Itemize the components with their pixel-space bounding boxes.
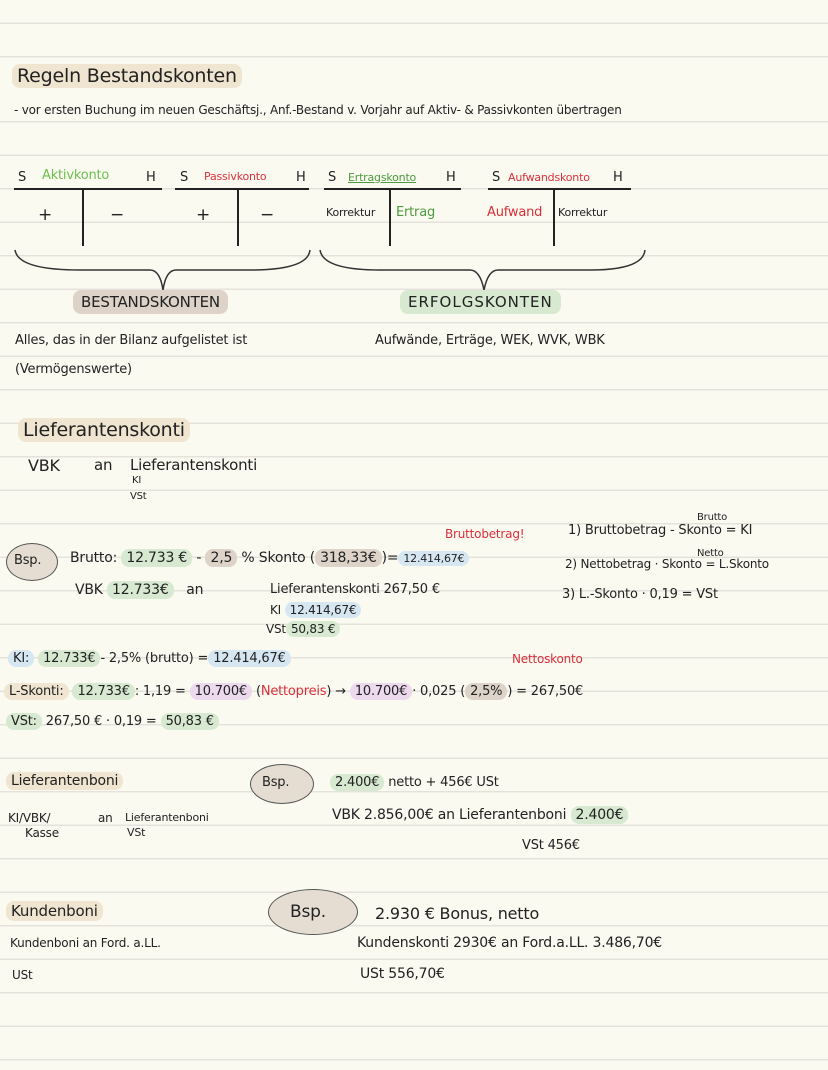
regeln-note: - vor ersten Buchung im neuen Geschäftsj., Anf.-Bestand v. Vorjahr auf Aktiv- & Passivkonten übertragen bbox=[14, 103, 622, 117]
lboni-example-2: VBK 2.856,00€ an Lieferantenboni 2.400€ bbox=[332, 807, 628, 823]
rule-debit: VBK bbox=[28, 456, 60, 475]
rule-debit-2: Kasse bbox=[25, 826, 59, 840]
rule-credit: Lieferantenboni bbox=[125, 811, 209, 824]
section-title-lieferantenboni: Lieferantenboni bbox=[6, 772, 123, 790]
rule-credit-2: VSt bbox=[127, 826, 146, 839]
kboni-rule: Kundenboni an Ford. a.LL. bbox=[10, 936, 161, 950]
haben-label: H bbox=[446, 170, 456, 185]
debit-side: + bbox=[38, 205, 53, 225]
rule-debit: KI/VBK/ bbox=[8, 811, 51, 825]
rule-credit-3: VSt bbox=[130, 491, 147, 502]
booking-vbk: VBK 12.733€ an bbox=[75, 582, 204, 598]
account-name: Ertragskonto bbox=[348, 171, 417, 184]
credit-side: − bbox=[260, 205, 275, 225]
bestand-desc: Alles, das in der Bilanz aufgelistet ist bbox=[15, 333, 248, 348]
badge-erfolgskonten: ERFOLGSKONTEN bbox=[400, 290, 561, 314]
booking-ki: KI 12.414,67€ bbox=[270, 603, 361, 617]
kboni-rule-2: USt bbox=[12, 968, 33, 982]
bsp-label: Bsp. bbox=[262, 775, 290, 790]
soll-label: S bbox=[492, 170, 501, 185]
debit-side: Aufwand bbox=[487, 205, 543, 220]
kboni-example-2: Kundenskonti 2930€ an Ford.a.LL. 3.486,70€ bbox=[357, 935, 663, 951]
bestand-desc-2: (Vermögenswerte) bbox=[15, 362, 132, 377]
bsp-label: Bsp. bbox=[290, 902, 326, 922]
rule-credit-2: KI bbox=[132, 475, 142, 486]
annotation-nettoskonto: Nettoskonto bbox=[512, 652, 583, 666]
haben-label: H bbox=[146, 170, 156, 185]
step-2: 2) Nettobetrag · Skonto = L.Skonto bbox=[565, 557, 769, 571]
annotation-bruttobetrag: Bruttobetrag! bbox=[445, 527, 525, 541]
step-2-sup: Netto bbox=[697, 548, 724, 559]
haben-label: H bbox=[296, 170, 306, 185]
rule-an: an bbox=[98, 811, 113, 825]
soll-label: S bbox=[328, 170, 337, 185]
credit-side: Ertrag bbox=[396, 205, 436, 220]
step-3: 3) L.-Skonto · 0,19 = VSt bbox=[562, 587, 718, 602]
soll-label: S bbox=[18, 170, 27, 185]
section-title-kundenboni: Kundenboni bbox=[6, 901, 103, 921]
account-name: Aktivkonto bbox=[42, 168, 110, 183]
soll-label: S bbox=[180, 170, 189, 185]
lboni-example-3: VSt 456€ bbox=[522, 838, 580, 853]
account-name: Aufwandskonto bbox=[508, 171, 590, 184]
calc-vst: VSt: 267,50 € · 0,19 = 50,83 € bbox=[6, 714, 219, 729]
section-title-regeln: Regeln Bestandskonten bbox=[12, 64, 242, 88]
kboni-example-3: USt 556,70€ bbox=[360, 966, 445, 982]
calc-ki: KI: 12.733€ - 2,5% (brutto) = 12.414,67€ bbox=[8, 651, 291, 666]
kboni-example-1: 2.930 € Bonus, netto bbox=[375, 904, 540, 923]
example-brutto-line: Brutto: 12.733 € - 2,5 % Skonto ( 318,33€ )= 12.414,67€ bbox=[70, 550, 469, 566]
debit-side: + bbox=[196, 205, 211, 225]
credit-side: − bbox=[110, 205, 125, 225]
bsp-label: Bsp. bbox=[14, 553, 42, 568]
step-1-sup: Brutto bbox=[697, 512, 728, 523]
booking-vst: VSt 50,83 € bbox=[266, 622, 340, 636]
step-1: 1) Bruttobetrag - Skonto = KI bbox=[568, 523, 753, 538]
haben-label: H bbox=[613, 170, 623, 185]
erfolg-desc: Aufwände, Erträge, WEK, WVK, WBK bbox=[375, 333, 605, 348]
debit-side: Korrektur bbox=[326, 206, 376, 219]
grouping-braces bbox=[0, 245, 828, 295]
credit-side: Korrektur bbox=[558, 206, 608, 219]
account-name: Passivkonto bbox=[204, 170, 267, 183]
rule-an: an bbox=[94, 456, 113, 474]
lboni-example-1: 2.400€ netto + 456€ USt bbox=[330, 775, 499, 790]
calc-lskonti: L-Skonti: 12.733€ : 1,19 = 10.700€ (Nettopreis) → 10.700€ · 0,025 ( 2,5% ) = 267,50€ bbox=[4, 684, 583, 699]
booking-lskonti: Lieferantenskonti 267,50 € bbox=[270, 582, 440, 597]
badge-bestandskonten: BESTANDSKONTEN bbox=[73, 290, 228, 314]
section-title-lieferantenskonti: Lieferantenskonti bbox=[18, 418, 190, 442]
rule-credit: Lieferantenskonti bbox=[130, 456, 258, 474]
